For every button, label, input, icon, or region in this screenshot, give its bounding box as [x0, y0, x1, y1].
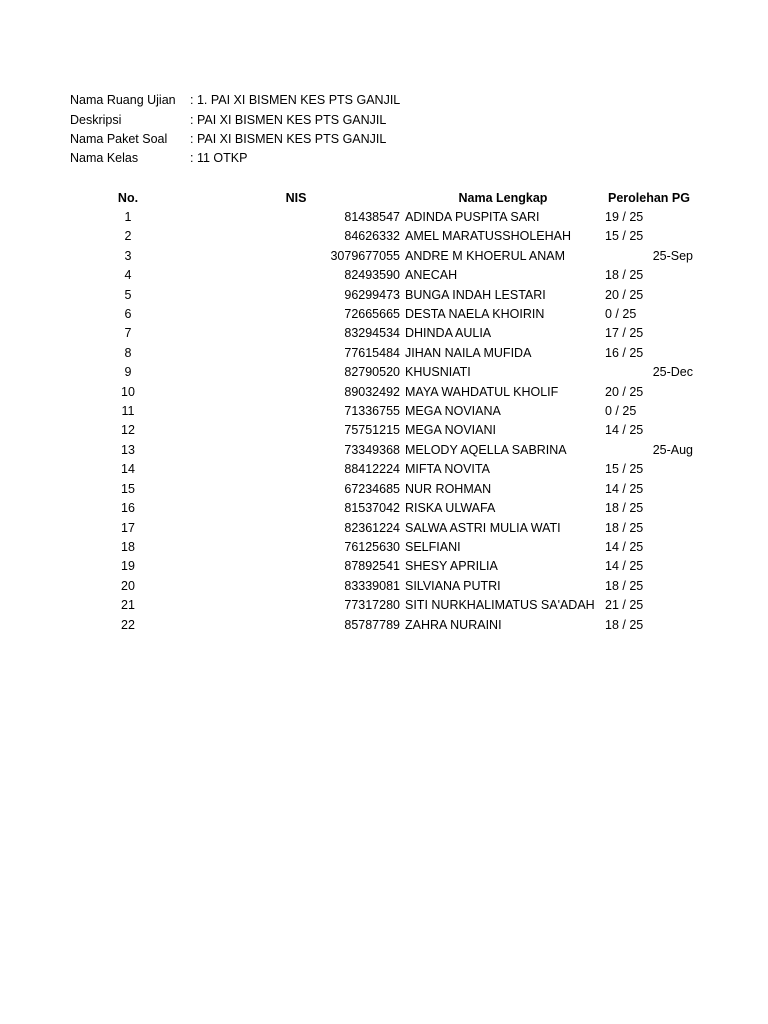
table-row — [0, 557, 768, 576]
cell-pg: 17 / 25 — [605, 326, 644, 341]
cell-no: 4 — [124, 268, 132, 283]
cell-no: 12 — [121, 423, 135, 438]
cell-name: ZAHRA NURAINI — [405, 617, 502, 632]
cell-name: MEGA NOVIANA — [405, 404, 501, 419]
table-row — [0, 227, 768, 246]
cell-pg: 14 / 25 — [605, 481, 644, 496]
info-value: : 1. PAI XI BISMEN KES PTS GANJIL — [190, 93, 401, 107]
cell-no: 11 — [121, 404, 135, 419]
table-row — [0, 441, 768, 460]
cell-pg: 25-Dec — [652, 365, 693, 380]
cell-pg: 18 / 25 — [605, 501, 644, 516]
cell-pg: 16 / 25 — [605, 345, 644, 360]
cell-pg: 14 / 25 — [605, 423, 644, 438]
cell-no: 20 — [121, 578, 135, 593]
cell-pg: 18 / 25 — [605, 578, 644, 593]
header-name: Nama Lengkap — [458, 191, 548, 205]
cell-no: 10 — [121, 384, 135, 399]
cell-pg: 0 / 25 — [605, 307, 637, 322]
info-label: Nama Paket Soal — [70, 132, 168, 146]
cell-nis: 73349368 — [344, 442, 400, 457]
cell-pg: 20 / 25 — [605, 384, 644, 399]
cell-no: 19 — [121, 559, 135, 574]
cell-nis: 82790520 — [344, 365, 400, 380]
cell-no: 8 — [124, 345, 132, 360]
cell-nis: 71336755 — [344, 404, 400, 419]
table-row — [0, 402, 768, 421]
cell-nis: 82493590 — [344, 268, 400, 283]
info-label: Deskripsi — [70, 112, 122, 127]
cell-pg: 25-Sep — [652, 248, 693, 263]
cell-nis: 85787789 — [344, 617, 400, 632]
cell-name: SHESY APRILIA — [405, 559, 498, 574]
cell-pg: 0 / 25 — [605, 404, 637, 419]
cell-name: BUNGA INDAH LESTARI — [405, 287, 546, 302]
cell-no: 13 — [121, 442, 135, 457]
cell-pg: 20 / 25 — [605, 287, 644, 302]
table-row — [0, 499, 768, 518]
cell-no: 16 — [121, 501, 135, 516]
cell-nis: 84626332 — [344, 229, 400, 244]
header-nis: NIS — [285, 191, 307, 205]
cell-name: DHINDA AULIA — [405, 326, 492, 341]
header-no: No. — [117, 191, 139, 205]
cell-no: 9 — [124, 365, 132, 380]
cell-no: 3 — [124, 248, 132, 263]
table-row — [0, 538, 768, 557]
cell-pg: 14 / 25 — [605, 559, 644, 574]
table-row — [0, 286, 768, 305]
table-row — [0, 596, 768, 615]
table-body — [0, 208, 768, 635]
table-row — [0, 421, 768, 440]
table-row — [0, 519, 768, 538]
cell-pg: 18 / 25 — [605, 268, 644, 283]
cell-no: 17 — [121, 520, 135, 535]
cell-name: SITI NURKHALIMATUS SA'ADAH — [405, 598, 595, 613]
cell-no: 2 — [124, 229, 132, 244]
cell-name: MIFTA NOVITA — [405, 462, 490, 477]
info-value: : PAI XI BISMEN KES PTS GANJIL — [190, 132, 387, 146]
cell-no: 18 — [121, 539, 135, 554]
cell-name: ANDRE M KHOERUL ANAM — [405, 248, 565, 263]
cell-no: 14 — [121, 462, 135, 477]
cell-nis: 3079677055 — [330, 248, 400, 263]
cell-nis: 67234685 — [344, 481, 400, 496]
cell-nis: 77615484 — [344, 345, 400, 360]
table-row — [0, 344, 768, 363]
table-row — [0, 616, 768, 635]
cell-nis: 81537042 — [344, 501, 400, 516]
cell-no: 6 — [124, 307, 132, 322]
cell-name: RISKA ULWAFA — [405, 501, 496, 516]
cell-name: KHUSNIATI — [405, 365, 471, 380]
cell-nis: 75751215 — [344, 423, 400, 438]
cell-name: NUR ROHMAN — [405, 481, 492, 496]
table-row — [0, 247, 768, 266]
cell-nis: 88412224 — [344, 462, 400, 477]
info-value: : 11 OTKP — [190, 151, 248, 165]
cell-pg: 18 / 25 — [605, 520, 644, 535]
info-label: Nama Ruang Ujian — [70, 93, 176, 107]
header-pg: Perolehan PG — [608, 191, 690, 205]
cell-nis: 76125630 — [344, 539, 400, 554]
cell-pg: 15 / 25 — [605, 462, 644, 477]
table-row — [0, 208, 768, 227]
cell-name: SALWA ASTRI MULIA WATI — [405, 520, 561, 535]
info-label: Nama Kelas — [70, 151, 139, 165]
cell-name: DESTA NAELA KHOIRIN — [405, 307, 545, 322]
cell-no: 7 — [124, 326, 132, 341]
cell-nis: 89032492 — [344, 384, 400, 399]
info-value: : PAI XI BISMEN KES PTS GANJIL — [190, 112, 387, 127]
cell-no: 21 — [121, 598, 135, 613]
table-row — [0, 460, 768, 479]
cell-name: MAYA WAHDATUL KHOLIF — [405, 384, 559, 399]
table-row — [0, 305, 768, 324]
table-row — [0, 324, 768, 343]
table-row — [0, 577, 768, 596]
cell-nis: 77317280 — [344, 598, 400, 613]
cell-no: 15 — [121, 481, 135, 496]
cell-name: AMEL MARATUSSHOLEHAH — [405, 229, 572, 244]
cell-pg: 21 / 25 — [605, 598, 644, 613]
cell-nis: 83294534 — [344, 326, 400, 341]
cell-no: 22 — [121, 617, 135, 632]
cell-pg: 25-Aug — [652, 442, 693, 457]
cell-no: 5 — [124, 287, 132, 302]
table-row — [0, 480, 768, 499]
cell-name: SILVIANA PUTRI — [405, 578, 501, 593]
cell-name: SELFIANI — [405, 539, 461, 554]
cell-nis: 81438547 — [344, 210, 400, 224]
cell-pg: 18 / 25 — [605, 617, 644, 632]
cell-name: ADINDA PUSPITA SARI — [405, 210, 540, 224]
cell-pg: 14 / 25 — [605, 539, 644, 554]
cell-pg: 19 / 25 — [605, 210, 644, 224]
table-row — [0, 383, 768, 402]
cell-name: MEGA NOVIANI — [405, 423, 496, 438]
cell-nis: 72665665 — [344, 307, 400, 322]
cell-name: MELODY AQELLA SABRINA — [405, 442, 567, 457]
cell-pg: 15 / 25 — [605, 229, 644, 244]
cell-nis: 96299473 — [344, 287, 400, 302]
cell-nis: 82361224 — [344, 520, 400, 535]
cell-nis: 83339081 — [344, 578, 400, 593]
cell-no: 1 — [124, 210, 132, 224]
table-row — [0, 266, 768, 285]
table-row — [0, 363, 768, 382]
cell-name: ANECAH — [405, 268, 458, 283]
cell-name: JIHAN NAILA MUFIDA — [405, 345, 532, 360]
cell-nis: 87892541 — [344, 559, 400, 574]
